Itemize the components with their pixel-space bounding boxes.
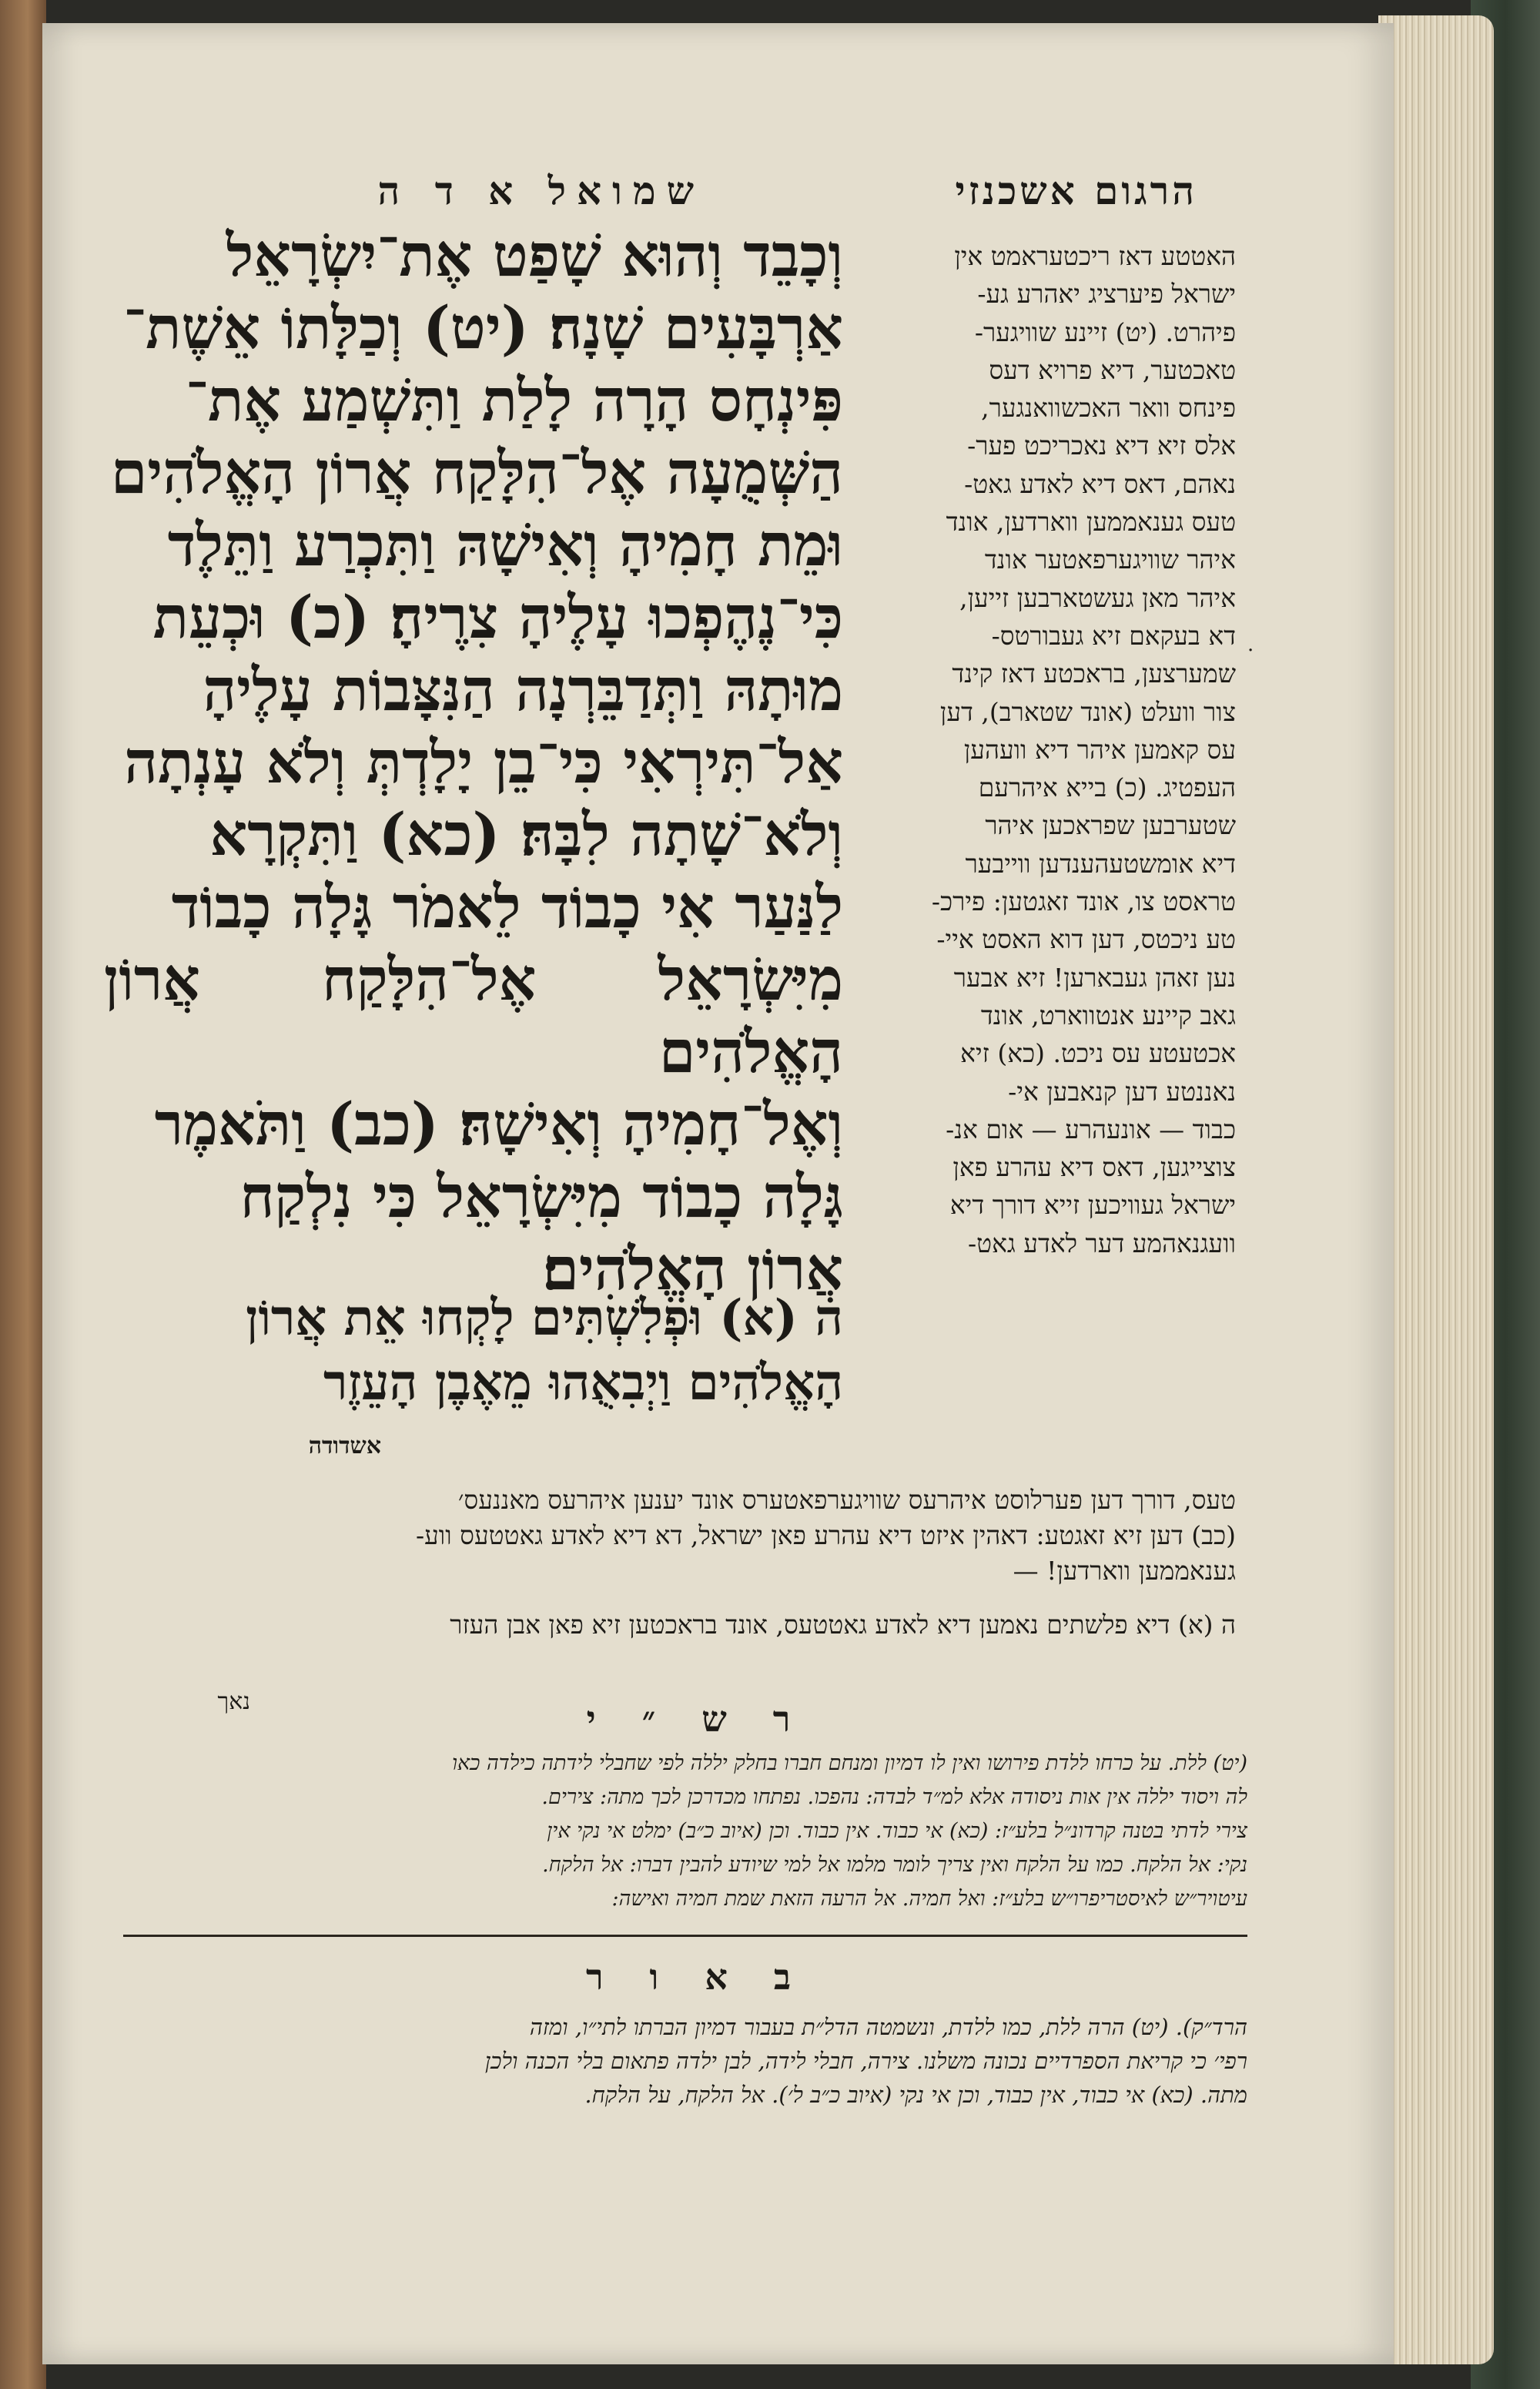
translation-line: העפטיג. (כ) בייא איהרעם [978,772,1236,803]
translation-line: ישראל געוויכען זייא דורך דיא [949,1190,1236,1221]
translation-line: טאכטער, דיא פרויא דעס [989,354,1236,385]
translation-line: שטערבען שפראכען איהר [985,810,1236,841]
biur-line: רפי׳ כי קריאת הספרדיים נכונה משלנו. צירה, חבלי לידה, לבן ילדה פתאום בלי הכנה ולכן [484,2048,1247,2074]
translation-line: ישראל פיערציג יאהרע גע- [977,279,1236,310]
section-divider [123,1935,1247,1937]
chapter5-line: ה (א) וּפְלִשְׁתִּים לָקְחוּ אֵת אֲרוֹן [246,1289,843,1347]
translation-line: וועגנאהמע דער לאדע גאט- [968,1228,1236,1258]
chapter5-text-block [104,1286,843,1416]
translation-line: נאננטע דען קנאבען אי- [1008,1076,1236,1107]
rashi-line: לה ויסוד יללה אין אות ניסודה אלא למ״ד לבדה: נהפכו. נפתחו מכדרכן לכך מתה: צירים. [541,1785,1247,1809]
translation-line: פינחס וואר האכשוואנגער, [981,393,1236,424]
translation-line: דיא אומשטעהענדען ווייבער [965,848,1236,879]
translation-line: טראסט צו, אונד זאגטען: פירכ- [931,886,1236,917]
rashi-line: עיטויר״ש לאיסטריפרו״ש בלע״ז: ואל חמיה. אל הרעה הזאת שמת חמיה ואישה: [611,1887,1247,1911]
chapter5-line: הָאֱלֹהִים וַיְבִאֻהוּ מֵאֶבֶן הָעֵזֶר [323,1354,843,1412]
rashi-commentary [116,1747,1247,1916]
header-book-chapter: שמואל א ד ה [377,168,705,213]
translation-fullwidth-line: טעס, דורך דען פערלוסט איהרעס שוויגערפאטערס אונד יענען איהרעס מאננעס׳ [457,1485,1236,1515]
rashi-line: נקי: אל הלקח. כמו על הלקח ואין צריך לומר מלמו אל למי שיודע להבין דברו: אל הלקח. [542,1853,1247,1877]
translation-line: נאהם, דאס דיא לאדע גאט- [964,468,1236,499]
catchword-translation: נאך [217,1688,250,1715]
bible-line: כִּי־נֶהֶפְכוּ עָלֶיהָ צִרֶיהָ׃ (כ) וּכְעֵת [152,583,843,652]
translation-fullwidth-line: ה (א) דיא פלשתים נאמען דיא לאדע גאטטעס, אונד בראכטען זיא פאן אבן העזר [450,1610,1236,1640]
book-cover-left [0,0,46,2389]
translation-fullwidth-line: גענאממען ווארדען! — [1013,1556,1236,1586]
translation-line: טעס גענאממען ווארדען, אונד [946,507,1236,538]
rashi-line: (יט) ללת. על כרחו ללדת פירושו ואין לו דמיון ומנחם חברו בחלק יללה לפי שחבלי לידתה כילדה כאו [452,1751,1247,1775]
translation-line: אכטעטע עס ניכט. (כא) זיא [960,1038,1236,1069]
catchword-bible: אשדודה [308,1432,381,1459]
biur-commentary [116,2010,1247,2112]
bible-line: לַנַּעַר אִי כָבוֹד לֵאמֹר גָּלָה כָבוֹד [171,873,843,941]
translation-line: עס קאמען איהר דיא וועהען [963,734,1236,765]
bible-line: אַרְבָּעִים שָׁנָה׃ (יט) וְכַלָּתוֹ אֵשֶׁת־ [123,293,843,362]
translation-line: כבוד — אונעהרע — אום אנ- [946,1114,1236,1144]
translation-line: טע ניכטס, דען דוא האסט איי- [936,924,1236,955]
translation-line: גאב קיינע אנטווארט, אונד [980,1000,1236,1030]
bible-line: וְלֹא־שָׁתָה לִבָּהּ׃ (כא) וַתִּקְרָא [209,800,843,869]
rashi-heading: ר ש ״ י [586,1698,808,1740]
bible-line: הַשְּׁמֻעָה אֶל־הִלָּקַח אֲרוֹן הָאֱלֹהִים [110,438,843,507]
margin-mark: · [1247,639,1254,662]
translation-line: דא בעקאם זיא געבורטס- [991,620,1236,651]
bible-line: מִיִּשְׂרָאֵל אֶל־הִלָּקַח אֲרוֹן הָאֱלֹהִים [104,945,843,1086]
bible-line: וְאֶל־חָמִיהָ וְאִישָׁהּ׃ (כב) וַתֹּאמֶר [154,1090,843,1158]
bible-line: פִּינְחָס הָרָה לָלַת וַתִּשְׁמַע אֶת־ [185,366,843,434]
biur-line: מתה. (כא) אי כבוד, אין כבוד, וכן אי נקי (איוב כ״ב ל׳). אל הלקח, על הלקח. [584,2082,1247,2108]
translation-line: צוצייגען, דאס דיא עהרע פאן [952,1152,1236,1183]
bible-line: וְכָבֵד וְהוּא שָׁפַט אֶת־יִשְׂרָאֵל [226,221,843,290]
bible-text-block [104,219,843,1305]
translation-line: אלס זיא דיא נאכריכט פער- [967,431,1236,461]
translation-fullwidth-line: (כב) דען זיא זאגטע: דאהין איזט דיא עהרע פאן ישראל, דא דיא לאדע גאטטעס ווע- [415,1520,1236,1550]
header-translation-title: הרגום אשכנזי [955,168,1197,213]
translation-column [866,237,1236,1262]
bible-line: גָּלָה כָבוֹד מִיִּשְׂרָאֵל כִּי נִלְקַח [239,1162,843,1231]
bible-line: אַל־תִּירְאִי כִּי־בֵן יָלָדְתְּ וְלֹא עָנְתָה [124,728,843,796]
translation-line: נען זאהן געבארען! זיא אבער [953,962,1236,993]
translation-line: צור וועלט (אונד שטארב), דען [939,696,1236,727]
translation-line: פיהרט. (יט) זיינע שוויגער- [974,317,1236,347]
bible-line: וּמֵת חָמִיהָ וְאִישָׁהּ וַתִּכְרַע וַתֵּלֶד [167,511,843,579]
biur-heading: ב א ו ר [585,1956,808,1998]
page-edges [1378,15,1494,2364]
bible-line: אֲרוֹן הָאֱלֹהִים׃ [542,1235,843,1303]
rashi-line: צירי לדתי בטנה קרדונ״ל בלע״ז: (כא) אי כבוד. אין כבוד. וכן (איוב כ״ב) ימלט אי נקי אין [547,1819,1247,1843]
translation-fullwidth-block [158,1483,1236,1643]
book-page [42,23,1394,2364]
biur-line: הרד״ק). (יט) הרה ללת, כמו ללדת, ונשמטה הדל״ת בעבור דמיון הברתו לתי״ו, ומזה [529,2014,1247,2040]
translation-line: איהר מאן געשטארבען זייען, [959,582,1236,613]
translation-line: האטטע דאז ריכטעראמט אין [954,241,1236,271]
translation-line: שמערצען, בראכטע דאז קינד [952,658,1236,689]
bible-line: מוּתָהּ וַתְּדַבֵּרְנָה הַנִּצָּבוֹת עָלֶיהָ [203,655,843,724]
translation-line: איהר שוויגערפאטער אונד [984,544,1236,575]
